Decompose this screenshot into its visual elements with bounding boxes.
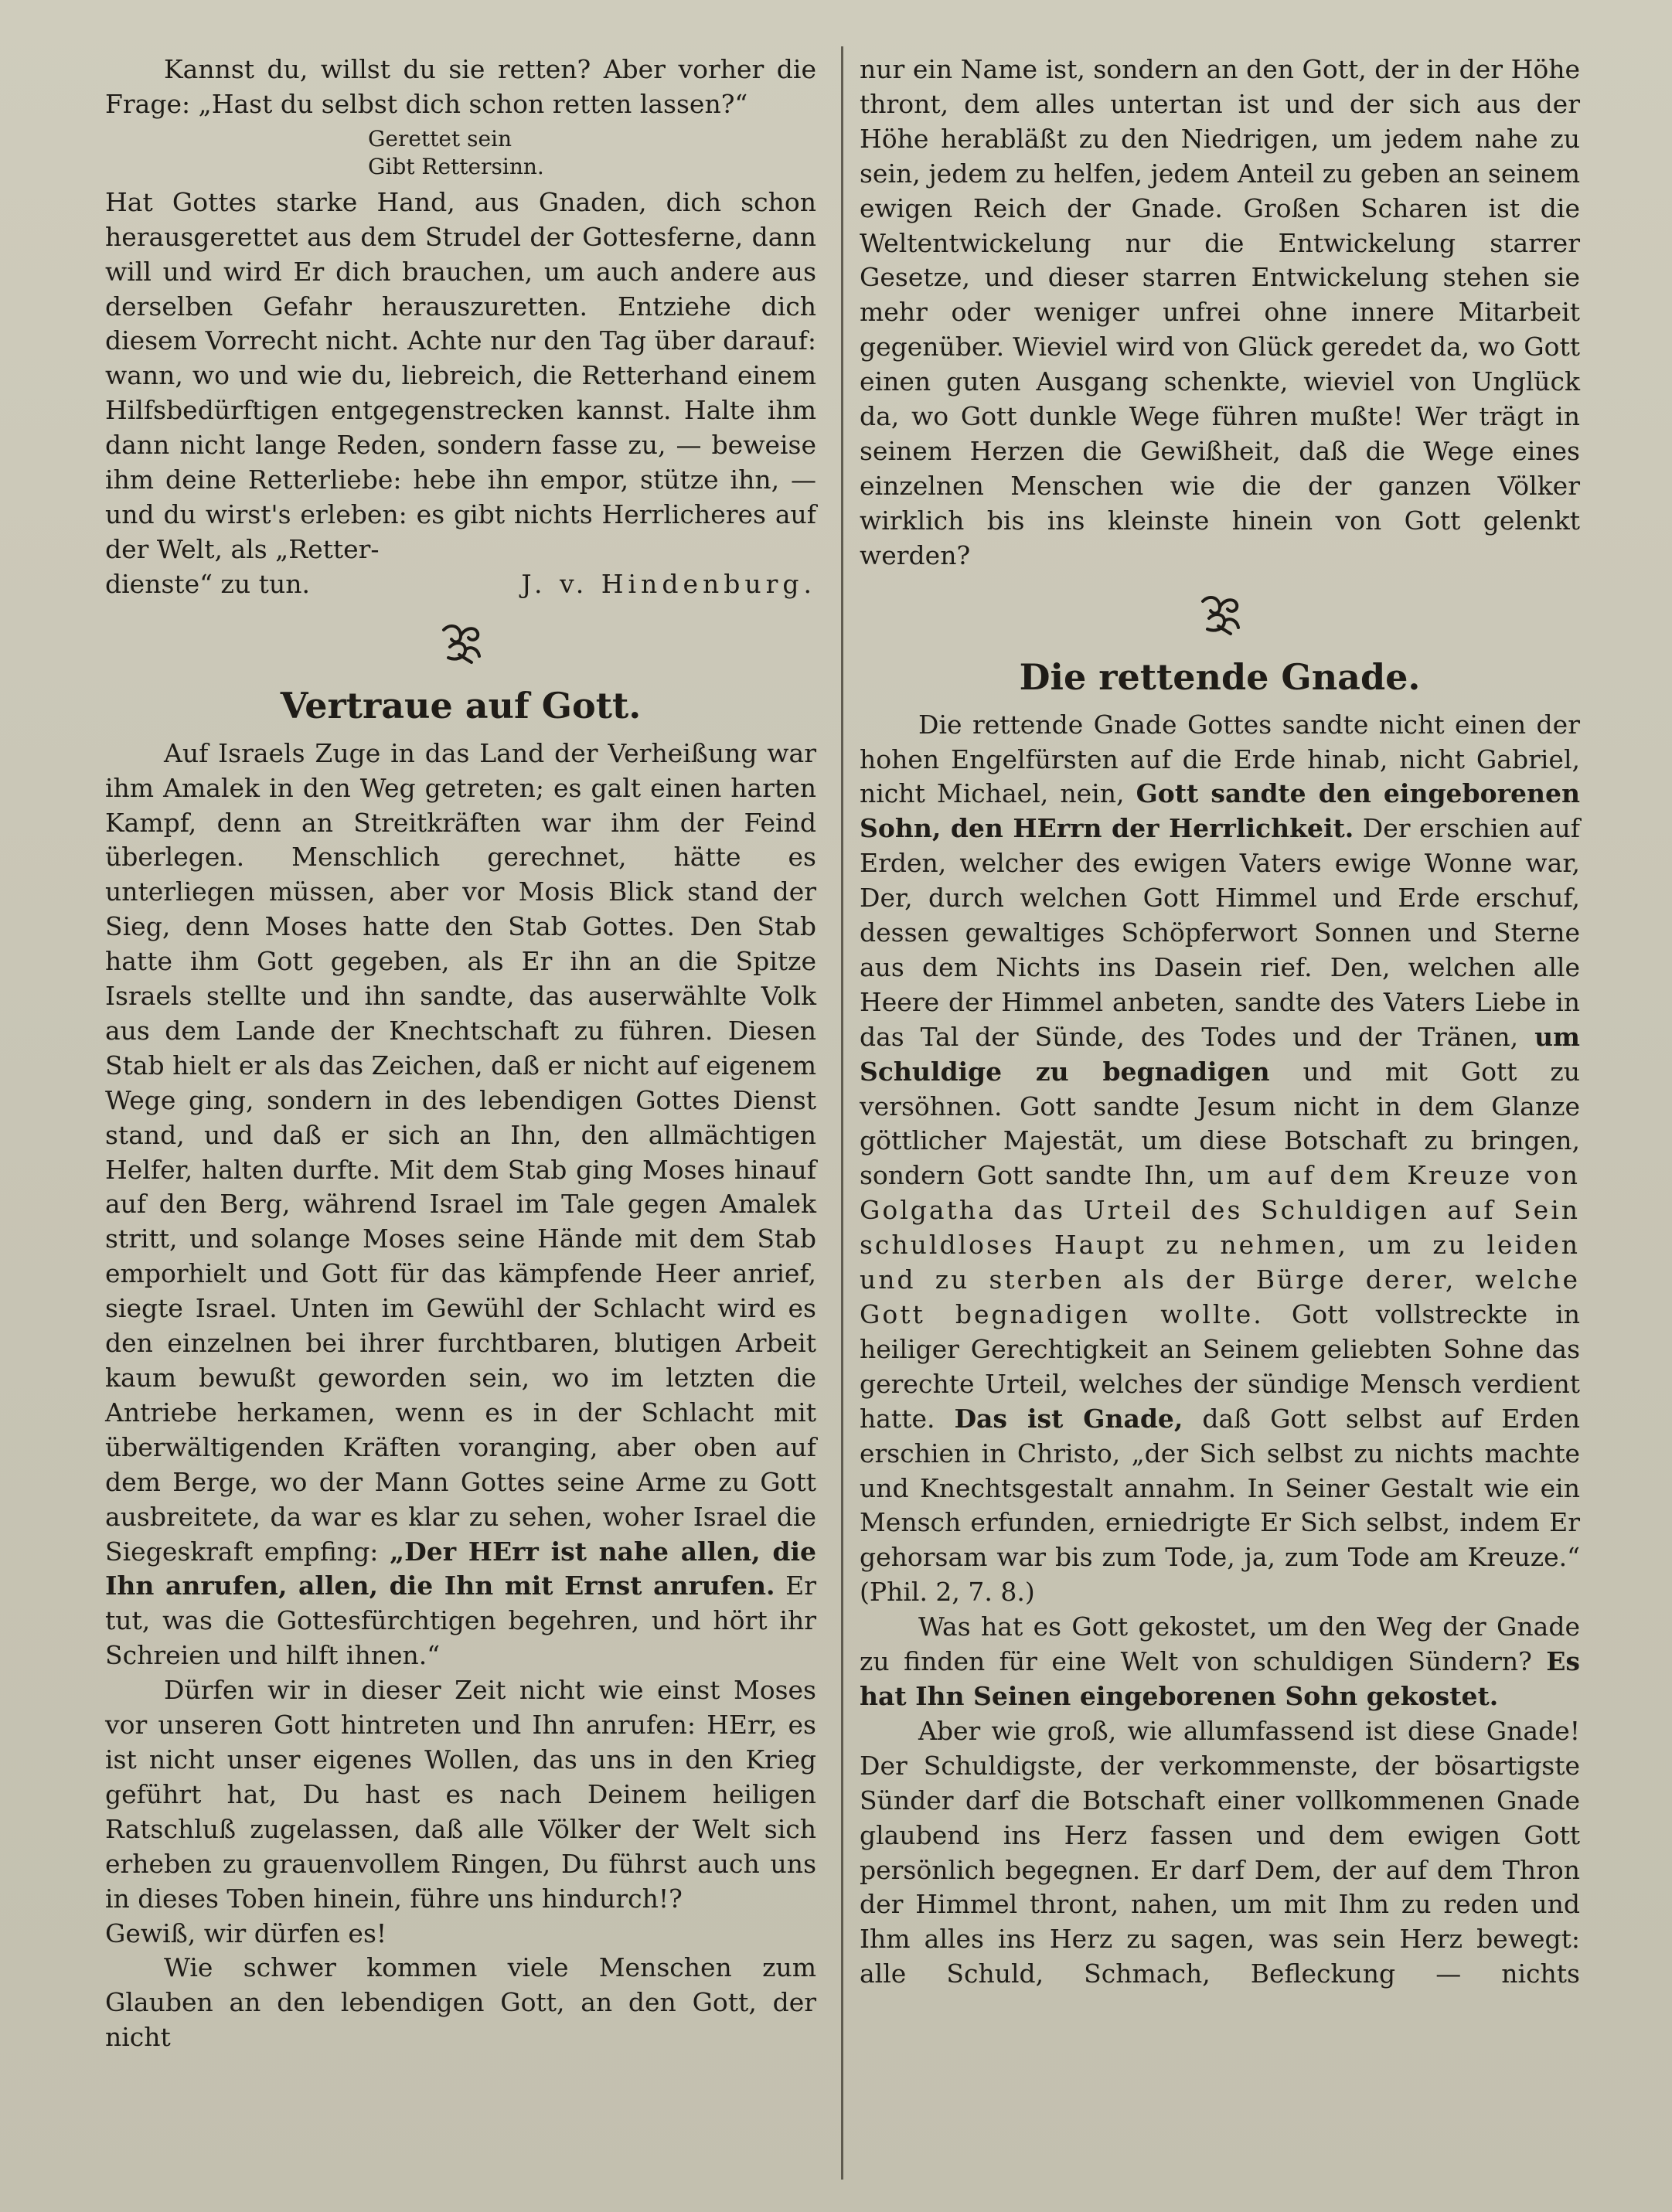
paragraph-rettende-gnade: Die rettende Gnade Gottes sandte nicht einen der hohen Engelfürsten auf die Erde hinab, nicht Gabriel, nicht Michael, nein, Gott sandte den eingeborenen Sohn, den HErrn der Herrlichkeit. Der erschien auf Erden, welcher des ewigen Vaters ewige Wonne war, Der, durch welchen Gott Himmel und Erde erschuf, dessen gewaltiges Schöpferwort Sonnen und Sterne aus dem Nichts ins Dasein rief. Den, welchen alle Heere der Himmel anbeten, sandte des Vaters Liebe in das Tal der Sünde, des Todes und der Tränen, um Schuldige zu begnadigen und mit Gott zu versöhnen. Gott sandte Jesum nicht in dem Glanze göttlicher Majestät, um diese Botschaft zu bringen, sondern Gott sandte Ihn, um auf dem Kreuze von Golgatha das Urteil des Schuldigen auf Sein schuldloses Haupt zu nehmen, um zu leiden und zu sterben als der Bürge derer, welche Gott begnadigen wollte. Gott vollstreckte in heiliger Gerechtigkeit an Seinem geliebten Sohne das gerechte Urteil, welches der sündige Mensch verdient hatte. Das ist Gnade, daß Gott selbst auf Erden erschien in Christo, „der Sich selbst zu nichts machte und Knechtsgestalt annahm. In Seiner Gestalt wie ein Mensch erfunden, erniedrigte Er Sich selbst, indem Er gehorsam war bis zum Tode, ja, zum Tode am Kreuze.“ (Phil. 2, 7. 8.): [860, 709, 1580, 1608]
column-divider: [841, 46, 843, 2180]
quote-bold: „Der HErr ist nahe allen, die Ihn anrufen, allen, die Ihn mit Ernst anrufen.: [105, 1536, 816, 1601]
author-signature: J. v. Hindenburg.: [521, 568, 816, 599]
paragraph-moses: Auf Israels Zuge in das Land der Verheißung war ihm Amalek in den Weg getreten; es galt einen harten Kampf, denn an Streitkräften war ihm der Feind überlegen. Menschlich gerechnet, hätte es unterliegen müssen, aber vor Mosis Blick stand der Sieg, denn Moses hatte den Stab Gottes. Den Stab hatte ihm Gott gegeben, als Er ihn an die Spitze Israels stellte und ihn sandte, das auserwählte Volk aus dem Lande der Knechtschaft zu führen. Diesen Stab hielt er als das Zeichen, daß er nicht auf eigenem Wege ging, sondern in des lebendigen Gottes Dienst stand, und daß er sich an Ihn, den allmächtigen Helfer, halten durfte. Mit dem Stab ging Moses hinauf auf den Berg, während Israel im Tale gegen Amalek stritt, und solange Moses seine Hände mit dem Stab emporhielt und Gott für das kämpfende Heer anrief, siegte Israel. Unten im Gewühl der Schlacht wird es den einzelnen bei ihrer furchtbaren, blutigen Arbeit kaum bewußt geworden sein, wo im letzten die Antriebe herkamen, wenn es in der Schlacht mit überwältigenden Kräften voranging, aber oben auf dem Berge, wo der Mann Gottes seine Arme zu Gott ausbreitete, da war es klar zu sehen, woher Israel die Siegeskraft empfing: „Der HErr ist nahe allen, die Ihn anrufen, allen, die Ihn mit Ernst anrufen. Er tut, was die Gottesfürchtigen begehren, und hört ihr Schreien und hilft ihnen.“: [105, 737, 816, 1671]
intro-question: Kannst du, willst du sie retten? Aber vorher die Frage: „Hast du selbst dich schon retten lassen?“: [105, 54, 816, 119]
paragraph-prayer: Dürfen wir in dieser Zeit nicht wie einst Moses vor unseren Gott hintreten und Ihn anrufen: HErr, es ist nicht unser eigenes Wollen, das uns in den Krieg geführt hat, Du hast es nach Deinem heiligen Ratschluß zugelassen, daß alle Völker der Welt sich erheben zu grauenvollem Ringen, Du führst auch uns in dieses Toben hinein, führe uns hindurch!?: [105, 1675, 816, 1914]
right-column: [860, 53, 1580, 1992]
signature-line: [105, 567, 816, 602]
paragraph-glauben: Wie schwer kommen viele Menschen zum Glauben an den lebendigen Gott, an den Gott, der nicht: [105, 1952, 816, 2053]
ornament-divider-icon-2: [860, 573, 1580, 654]
verse-line-1: Gerettet sein: [368, 125, 512, 151]
paragraph-retter: Hat Gottes starke Hand, aus Gnaden, dich schon herausgerettet aus dem Strudel der Gottesferne, dann will und wird Er dich brauchen, um auch andere aus derselben Gefahr herauszuretten. Entziehe dich diesem Vorrecht nicht. Achte nur den Tag über darauf: wann, wo und wie du, liebreich, die Retterhand einem Hilfsbedürftigen entgegenstrecken kannst. Halte ihm dann nicht lange Reden, sondern fasse zu, — beweise ihm deine Retterliebe: hebe ihn empor, stütze ihn, — und du wirst's erleben: es gibt nichts Herrlicheres auf der Welt, als „Retter-: [105, 186, 816, 564]
heading-vertraue: Vertraue auf Gott.: [280, 684, 642, 727]
ornament-divider-icon: [105, 602, 816, 682]
verse: [105, 125, 816, 181]
heading-gnade: Die rettende Gnade.: [1019, 655, 1421, 698]
paragraph-prayer-end: Gewiß, wir dürfen es!: [105, 1918, 387, 1948]
verse-line-2: Gibt Rettersinn.: [368, 153, 544, 179]
paragraph-retter-end: dienste“ zu tun.: [105, 568, 310, 599]
paragraph-gekostet: Was hat es Gott gekostet, um den Weg der Gnade zu finden für eine Welt von schuldigen Sündern? Es hat Ihn Seinen eingeborenen Sohn gekostet.: [860, 1611, 1580, 1711]
paragraph-allumfassend: Aber wie groß, wie allumfassend ist diese Gnade! Der Schuldigste, der verkommenste, der bösartigste Sünder darf die Botschaft einer vollkommenen Gnade glaubend ins Herz fassen und dem ewigen Gott persönlich begegnen. Er darf Dem, der auf dem Thron der Himmel thront, nahen, um mit Ihm zu reden und Ihm alles ins Herz zu sagen, was sein Herz bewegt: alle Schuld, Schmach, Befleckung — nichts: [860, 1715, 1580, 1989]
paragraph-gott-thront: nur ein Name ist, sondern an den Gott, der in der Höhe thront, dem alles untertan ist und der sich aus der Höhe herabläßt zu den Niedrigen, um jedem nahe zu sein, jedem zu helfen, jedem Anteil zu geben an seinem ewigen Reich der Gnade. Großen Scharen ist die Weltentwickelung nur die Entwickelung starrer Gesetze, und dieser starren Entwickelung stehen sie mehr oder weniger unfrei ohne innere Mitarbeit gegenüber. Wieviel wird von Glück geredet da, wo Gott einen guten Ausgang schenkte, wieviel von Unglück da, wo Gott dunkle Wege führen mußte! Wer trägt in seinem Herzen die Gewißheit, daß die Wege eines einzelnen Menschen wie die der ganzen Völker wirklich bis ins kleinste hinein von Gott gelenkt werden?: [860, 54, 1580, 570]
left-column: [105, 53, 816, 2055]
